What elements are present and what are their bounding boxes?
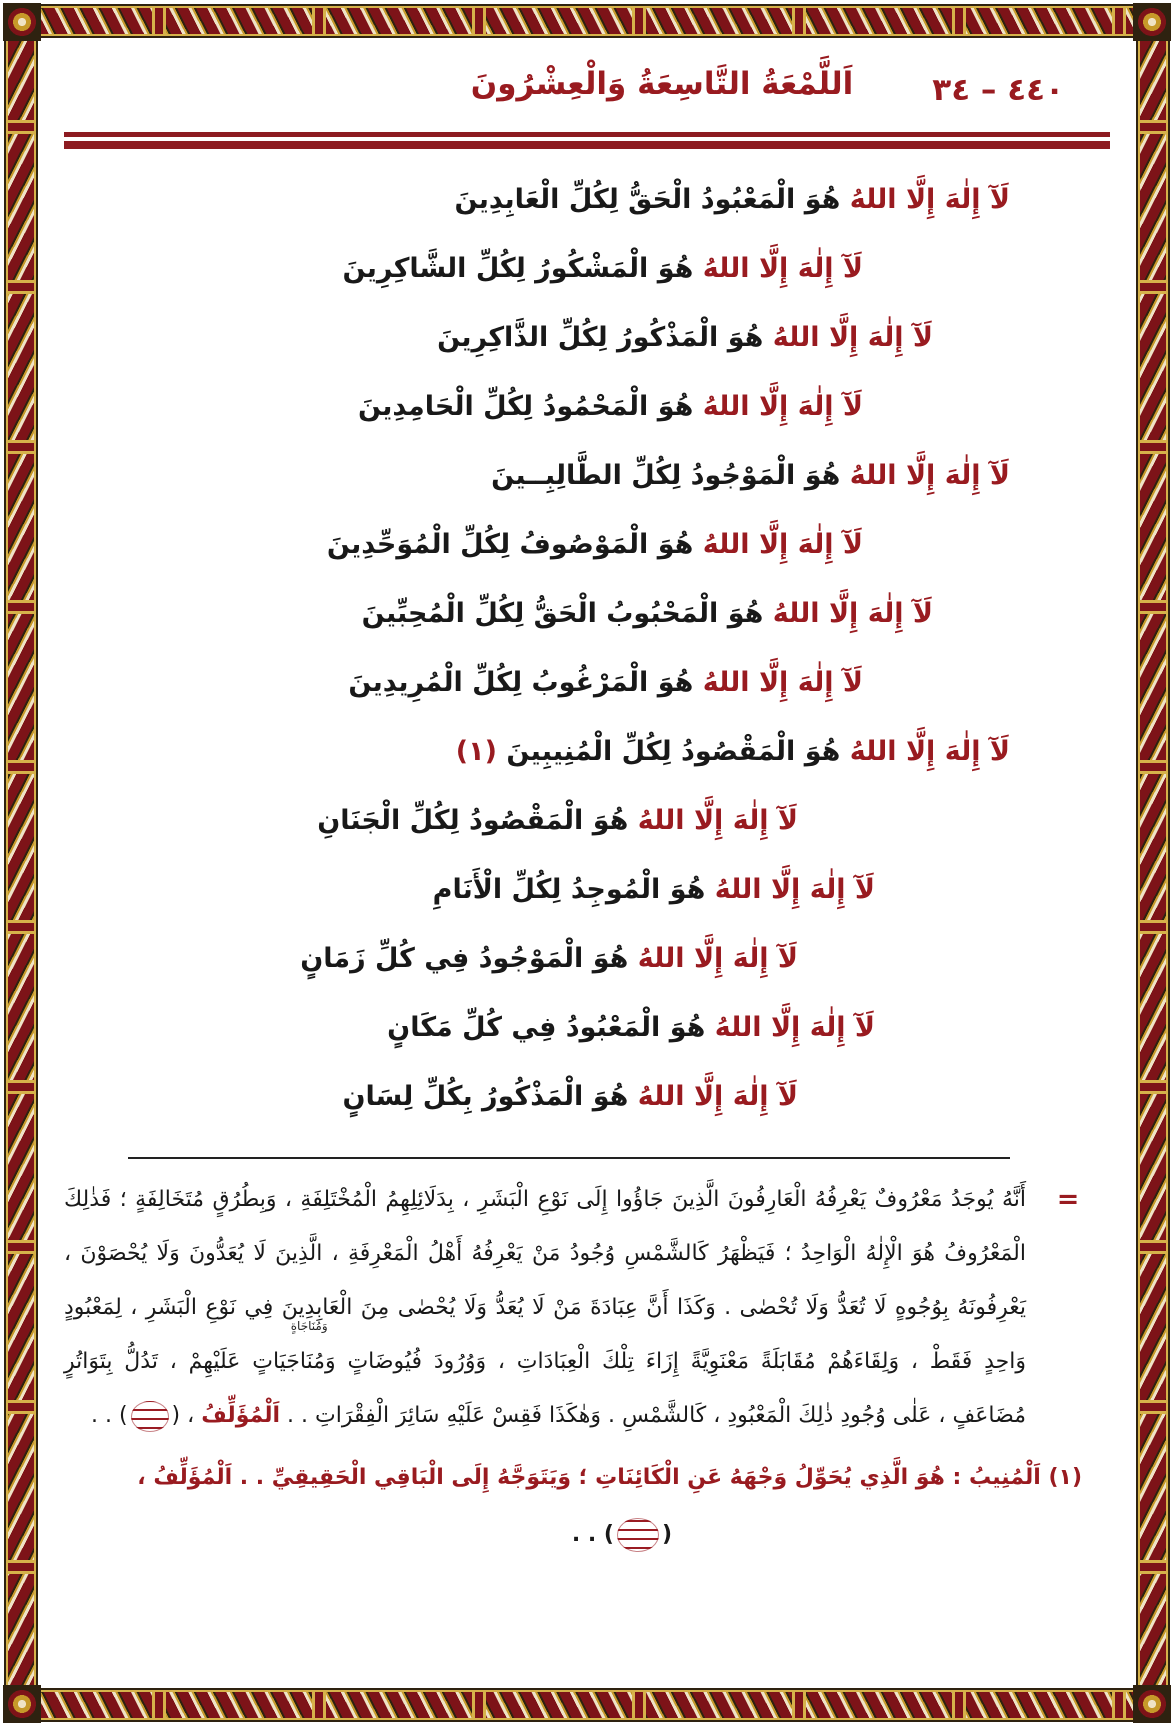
verse-text: هُوَ الْمَحْمُودُ لِكُلِّ الْحَامِدِينَ [357, 391, 694, 422]
tahlil-line-14 [164, 1062, 1010, 1131]
footnote-tail-dots: ) . . [90, 1403, 128, 1428]
header-rule-thin [64, 132, 1110, 137]
tahlil-line-4 [164, 372, 1010, 441]
author-seal-icon [617, 1518, 659, 1552]
tahlil-phrase: لَآ إِلٰهَ إِلَّا اللهُ [772, 322, 933, 353]
tahlil-verses [164, 165, 1110, 1131]
verse-text: هُوَ الْمَقْصُودُ لِكُلِّ الْمُنِيبِينَ [506, 736, 841, 767]
glossed-word-text: وَمُنَاجَيَاتٍ [252, 1349, 336, 1374]
tahlil-line-10 [164, 786, 1010, 855]
tahlil-phrase: لَآ إِلٰهَ إِلَّا اللهُ [772, 598, 933, 629]
tahlil-line-13 [164, 993, 1010, 1062]
footnote-1-seal-line [64, 1509, 1110, 1561]
verse-text: هُوَ الْمَوْجُودُ لِكُلِّ الطَّالِبِــينَ [491, 460, 841, 491]
author-separator: ، ( [171, 1403, 195, 1428]
tahlil-line-3 [164, 303, 1010, 372]
footnote-separator [128, 1157, 1010, 1159]
page-content [38, 38, 1136, 1688]
glossed-word [252, 1319, 336, 1389]
tahlil-line-2 [164, 234, 1010, 303]
page-header [64, 56, 1110, 118]
tahlil-line-6 [164, 510, 1010, 579]
author-seal-icon [131, 1401, 169, 1432]
tahlil-line-12 [164, 924, 1010, 993]
tahlil-phrase: لَآ إِلٰهَ إِلَّا اللهُ [702, 667, 863, 698]
tahlil-phrase: لَآ إِلٰهَ إِلَّا اللهُ [637, 943, 798, 974]
verse-text: هُوَ الْمَعْبُودُ الْحَقُّ لِكُلِّ الْعَابِدِينَ [454, 184, 841, 215]
frame-corner-rosette [1133, 3, 1171, 41]
verse-text: هُوَ الْمُوجِدُ لِكُلِّ الْأَنَامِ [432, 874, 706, 905]
footnote-continuation [64, 1173, 1110, 1443]
footnote-text-end: عَلَيْهِمْ ، تَدُلُّ بِتَوَاتُرٍ مُضَاعَفٍ ، عَلٰى وُجُودِ ذٰلِكَ الْمَعْبُودِ ، كَالشَّمْسِ . وَهٰكَذَا فَقِسْ عَلَيْهِ سَائِرَ الْفِقْرَاتِ . . [64, 1349, 1026, 1428]
page-title: اَللَّمْعَةُ التَّاسِعَةُ وَالْعِشْرُونَ [470, 66, 854, 102]
tahlil-line-5 [164, 441, 1010, 510]
frame-corner-rosette [1133, 1685, 1171, 1723]
frame-right-border [1136, 4, 1170, 1722]
tahlil-line-11 [164, 855, 1010, 924]
tahlil-line-9 [164, 717, 1010, 786]
tahlil-phrase: لَآ إِلٰهَ إِلَّا اللهُ [637, 805, 798, 836]
tahlil-phrase: لَآ إِلٰهَ إِلَّا اللهُ [702, 253, 863, 284]
tahlil-line-1 [164, 165, 1010, 234]
tahlil-phrase: لَآ إِلٰهَ إِلَّا اللهُ [714, 1012, 875, 1043]
verse-text: هُوَ الْمَذْكُورُ بِكُلِّ لِسَانٍ [342, 1081, 629, 1112]
footnote-continuation-gutter [1026, 1173, 1110, 1443]
seal-open-paren: ( [661, 1522, 672, 1547]
verse-text: هُوَ الْمَحْبُوبُ الْحَقُّ لِكُلِّ الْمُحِبِّينَ [361, 598, 764, 629]
footnote-text-start: أَنَّهُ يُوجَدُ مَعْرُوفٌ يَعْرِفُهُ الْعَارِفُونَ الَّذِينَ جَاؤُوا إِلَى نَوْعِ الْبَشَرِ ، بِدَلَائِلِهِمُ الْمُخْتَلِفَةِ ، وَبِطُرُقٍ مُتَخَالِفَةٍ ؛ فَذٰلِكَ الْمَعْرُوفُ هُوَ الْإِلٰهُ الْوَاحِدُ ؛ فَيَظْهَرُ كَالشَّمْسِ وُجُودُ مَنْ يَعْرِفُهُ أَهْلُ الْمَعْرِفَةِ ، الَّذِينَ لَا يُعَدُّونَ وَلَا يُحْصَوْنَ ، يَعْرِفُونَهُ بِوُجُوهٍ لَا تُعَدُّ وَلَا تُحْصٰى . وَكَذَا أَنَّ عِبَادَةَ مَنْ لَا يُعَدُّ وَلَا يُحْصٰى مِنَ الْعَابِدِينَ فِي نَوْعِ الْبَشَرِ ، لِمَعْبُودٍ وَاحِدٍ فَقَطْ ، وَلِقَاءَهُمْ مُقَابَلَةً مَعْنَوِيَّةً إِزَاءَ تِلْكَ الْعِبَادَاتِ ، وَوُرُودَ فُيُوضَاتٍ [64, 1187, 1026, 1374]
seal-close-dots: ) . . [571, 1522, 614, 1547]
verse-text: هُوَ الْمَشْكُورُ لِكُلِّ الشَّاكِرِينَ [342, 253, 694, 284]
interlinear-gloss: وَمُنَاجَاةٍ [290, 1319, 328, 1333]
header-rule [64, 132, 1110, 149]
author-name: اَلْمُؤَلِّفُ [201, 1403, 281, 1428]
footnote-1-text: اَلْمُنِيبُ : هُوَ الَّذِي يُحَوِّلُ وَجْهَهُ عَنِ الْكَائِنَاتِ ؛ وَيَتَوَجَّهُ إِلَى الْبَاقِي الْحَقِيقِيِّ . . اَلْمُؤَلِّفُ ، [137, 1465, 1041, 1490]
verse-text: هُوَ الْمَوْجُودُ فِي كُلِّ زَمَانٍ [300, 943, 629, 974]
frame-corner-rosette [3, 3, 41, 41]
verse-text: هُوَ الْمَذْكُورُ لِكُلِّ الذَّاكِرِينَ [437, 322, 764, 353]
frame-bottom-border [4, 1688, 1170, 1722]
tahlil-phrase: لَآ إِلٰهَ إِلَّا اللهُ [702, 529, 863, 560]
footnote-1 [64, 1451, 1110, 1505]
continuation-marker: = [1056, 1184, 1080, 1215]
footnote-ref: (١) [455, 736, 507, 767]
footnote-paragraph [64, 1173, 1026, 1443]
footnote-1-marker: (١) [1048, 1465, 1082, 1490]
page-number: ٤٤٠ – ٣٤ [932, 72, 1064, 108]
frame-top-border [4, 4, 1170, 38]
tahlil-phrase: لَآ إِلٰهَ إِلَّا اللهُ [849, 460, 1010, 491]
tahlil-phrase: لَآ إِلٰهَ إِلَّا اللهُ [849, 736, 1010, 767]
tahlil-line-8 [164, 648, 1010, 717]
frame-corner-rosette [3, 1685, 41, 1723]
verse-text: هُوَ الْمَقْصُودُ لِكُلِّ الْجَنَانِ [317, 805, 629, 836]
tahlil-phrase: لَآ إِلٰهَ إِلَّا اللهُ [849, 184, 1010, 215]
tahlil-phrase: لَآ إِلٰهَ إِلَّا اللهُ [637, 1081, 798, 1112]
tahlil-line-7 [164, 579, 1010, 648]
tahlil-phrase: لَآ إِلٰهَ إِلَّا اللهُ [714, 874, 875, 905]
tahlil-phrase: لَآ إِلٰهَ إِلَّا اللهُ [702, 391, 863, 422]
header-rule-thick [64, 141, 1110, 149]
verse-text: هُوَ الْمَرْغُوبُ لِكُلِّ الْمُرِيدِينَ [348, 667, 694, 698]
verse-text: هُوَ الْمَعْبُودُ فِي كُلِّ مَكَانٍ [387, 1012, 706, 1043]
verse-text: هُوَ الْمَوْصُوفُ لِكُلِّ الْمُوَحِّدِينَ [326, 529, 694, 560]
frame-left-border [4, 4, 38, 1722]
